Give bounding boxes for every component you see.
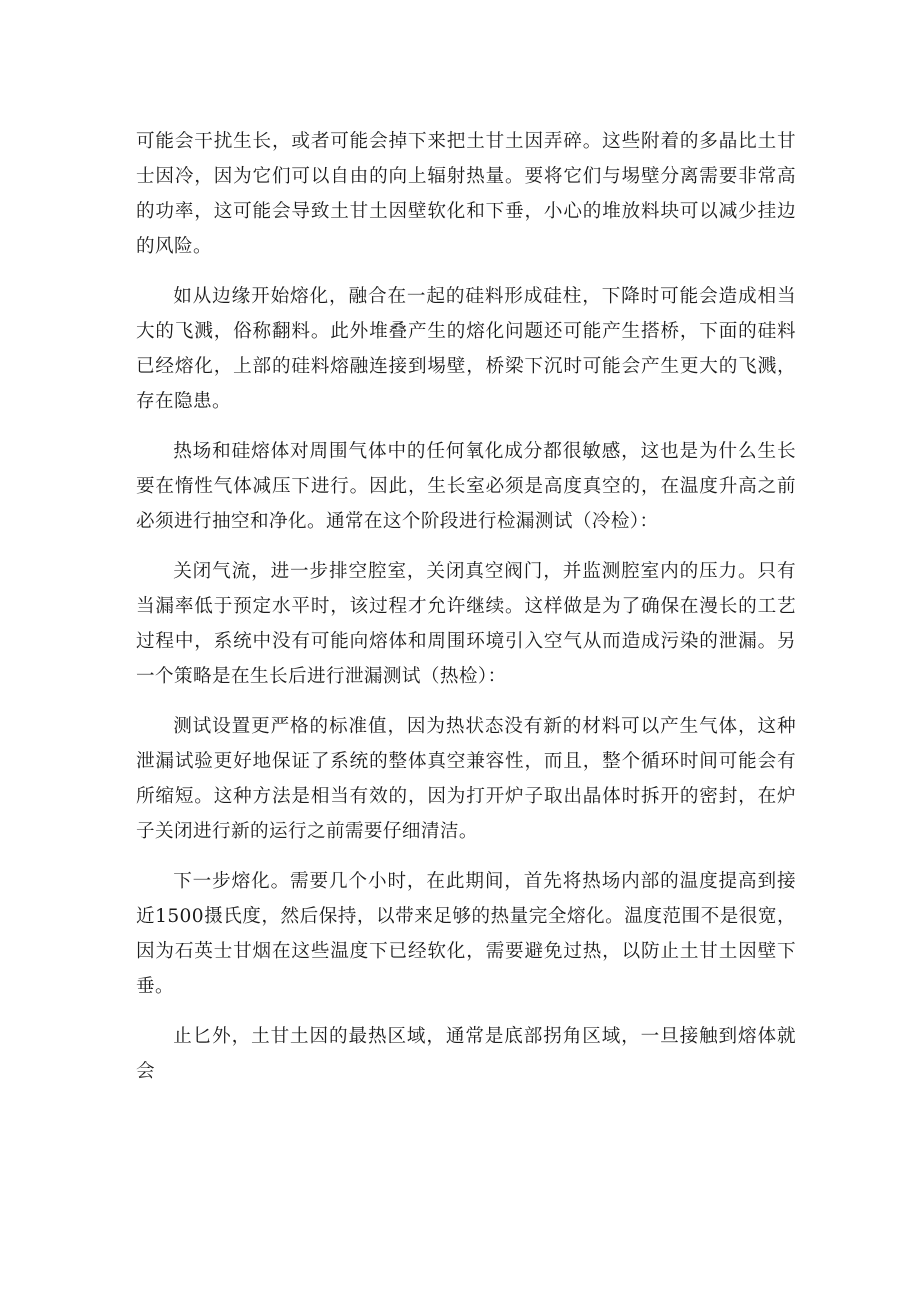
paragraph-5: 测试设置更严格的标准值，因为热状态没有新的材料可以产生气体，这种泄漏试验更好地保证了系统的整体真空兼容性，而且，整个循环时间可能会有所缩短。这种方法是相当有效的，因为打开炉子取出晶体时拆开的密封，在炉子关闭进行新的运行之前需要仔细清洁。 — [136, 716, 796, 842]
paragraph-3: 热场和硅熔体对周围气体中的任何氧化成分都很敏感，这也是为什么生长要在惰性气体减压下进行。因此，生长室必须是高度真空的，在温度升高之前必须进行抽空和净化。通常在这个阶段进行检漏测试（冷检）： — [136, 441, 796, 532]
paragraph-4: 关闭气流，进一步排空腔室，关闭真空阀门，并监测腔室内的压力。只有当漏率低于预定水平时，该过程才允许继续。这样做是为了确保在漫长的工艺过程中，系统中没有可能向熔体和周围环境引入空气从而造成污染的泄漏。另一个策略是在生长后进行泄漏测试（热检）： — [136, 561, 796, 687]
paragraph-6: 下一步熔化。需要几个小时，在此期间，首先将热场内部的温度提高到接近1500摄氏度，然后保持，以带来足够的热量完全熔化。温度范围不是很宽，因为石英士甘烟在这些温度下已经软化，需要避免过热，以防止土甘土因壁下垂。 — [136, 871, 796, 997]
paragraph-2: 如从边缘开始熔化，融合在一起的硅料形成硅柱，下降时可能会造成相当大的飞溅，俗称翻料。此外堆叠产生的熔化问题还可能产生搭桥，下面的硅料已经熔化，上部的硅料熔融连接到埸壁，桥梁下沉时可能会产生更大的飞溅，存在隐患。 — [136, 286, 796, 412]
paragraph-1: 可能会干扰生长，或者可能会掉下来把土甘土因弄碎。这些附着的多晶比土甘士因冷，因为它们可以自由的向上辐射热量。要将它们与埸壁分离需要非常高的功率，这可能会导致土甘土因壁软化和下垂，小心的堆放料块可以减少挂边的风险。 — [136, 131, 796, 257]
document-page — [136, 124, 796, 1104]
paragraph-7: 止匕外，土甘土因的最热区域，通常是底部拐角区域，一旦接触到熔体就会 — [136, 1026, 796, 1082]
